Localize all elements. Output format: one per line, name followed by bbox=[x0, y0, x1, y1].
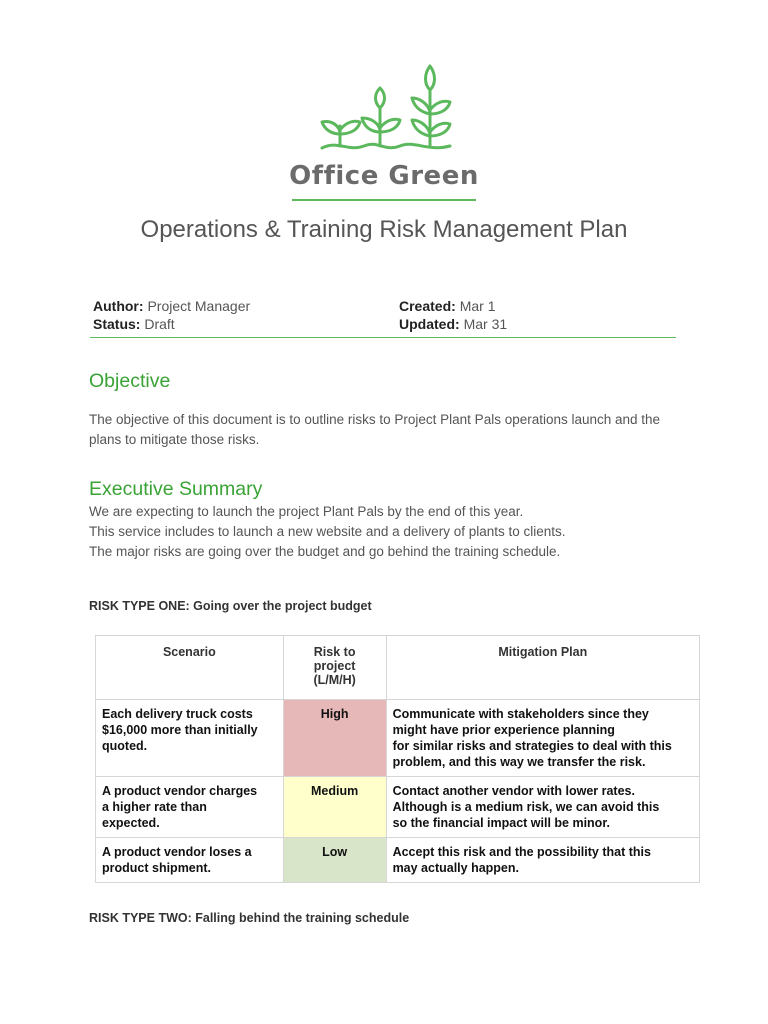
updated-value: Mar 31 bbox=[463, 316, 508, 332]
mitigation-line: may actually happen. bbox=[392, 861, 519, 875]
updated-label: Updated: bbox=[399, 316, 460, 332]
mitigation-line: for similar risks and strategies to deal with this bbox=[392, 739, 672, 753]
executive-summary-heading: Executive Summary bbox=[89, 478, 263, 500]
mitigation-header: Mitigation Plan bbox=[386, 636, 699, 700]
mitigation-line: Communicate with stakeholders since they bbox=[392, 707, 649, 721]
summary-line-1: We are expecting to launch the project Plant Pals by the end of this year. bbox=[89, 504, 524, 519]
risk-table-header-row bbox=[96, 636, 700, 700]
mitigation-line: so the financial impact will be minor. bbox=[392, 816, 610, 830]
scenario-line: Each delivery truck costs bbox=[102, 707, 253, 721]
mitigation-line: Although is a medium risk, we can avoid this bbox=[392, 800, 660, 814]
risk-header-line-2: project bbox=[313, 659, 356, 673]
summary-line-2: This service includes to launch a new website and a delivery of plants to clients. bbox=[89, 524, 566, 539]
status-field bbox=[93, 315, 175, 333]
scenario-line: A product vendor loses a bbox=[102, 845, 252, 859]
objective-line-2: plans to mitigate those risks. bbox=[89, 432, 260, 447]
mitigation-line: might have prior experience planning bbox=[392, 723, 615, 737]
scenario-cell bbox=[96, 777, 284, 838]
scenario-line: a higher rate than bbox=[102, 800, 207, 814]
table-row bbox=[96, 777, 700, 838]
risk-level-medium: Medium bbox=[283, 777, 386, 838]
risk-level-header bbox=[283, 636, 386, 700]
mitigation-line: problem, and this way we transfer the risk. bbox=[392, 755, 646, 769]
brand-name: Office Green bbox=[289, 161, 479, 191]
mitigation-cell bbox=[386, 700, 699, 777]
scenario-cell bbox=[96, 700, 284, 777]
status-value: Draft bbox=[144, 316, 175, 332]
mitigation-cell bbox=[386, 777, 699, 838]
meta-divider bbox=[90, 337, 676, 338]
risk-table bbox=[95, 635, 700, 883]
objective-line-1: The objective of this document is to outline risks to Project Plant Pals operations launch and the bbox=[89, 412, 661, 427]
author-field bbox=[93, 297, 250, 315]
risk-level-low: Low bbox=[283, 838, 386, 883]
risk-header-line-3: (L/M/H) bbox=[313, 673, 356, 687]
table-row bbox=[96, 838, 700, 883]
document-title: Operations & Training Risk Management Plan bbox=[140, 216, 628, 243]
executive-summary-paragraph bbox=[89, 502, 689, 562]
scenario-line: $16,000 more than initially bbox=[102, 723, 258, 737]
mitigation-line: Contact another vendor with lower rates. bbox=[392, 784, 635, 798]
table-row bbox=[96, 700, 700, 777]
updated-field bbox=[399, 315, 507, 333]
created-value: Mar 1 bbox=[459, 298, 496, 314]
sprouting-plants-icon bbox=[318, 60, 454, 160]
scenario-line: expected. bbox=[102, 816, 160, 830]
objective-paragraph bbox=[89, 410, 689, 450]
author-value: Project Manager bbox=[147, 298, 251, 314]
scenario-line: quoted. bbox=[102, 739, 148, 753]
scenario-header: Scenario bbox=[96, 636, 284, 700]
author-label: Author: bbox=[93, 298, 144, 314]
risk-header-line-1: Risk to bbox=[313, 645, 356, 659]
risk-type-two-title: RISK TYPE TWO: Falling behind the training schedule bbox=[89, 911, 410, 925]
objective-heading: Objective bbox=[89, 370, 171, 392]
mitigation-cell bbox=[386, 838, 699, 883]
created-field bbox=[399, 297, 495, 315]
scenario-cell bbox=[96, 838, 284, 883]
status-label: Status: bbox=[93, 316, 141, 332]
scenario-line: product shipment. bbox=[102, 861, 212, 875]
created-label: Created: bbox=[399, 298, 456, 314]
scenario-line: A product vendor charges bbox=[102, 784, 258, 798]
risk-level-high: High bbox=[283, 700, 386, 777]
mitigation-line: Accept this risk and the possibility that this bbox=[392, 845, 651, 859]
risk-type-one-title: RISK TYPE ONE: Going over the project budget bbox=[89, 599, 372, 613]
summary-line-3: The major risks are going over the budget and go behind the training schedule. bbox=[89, 544, 561, 559]
brand-underline bbox=[292, 199, 476, 201]
